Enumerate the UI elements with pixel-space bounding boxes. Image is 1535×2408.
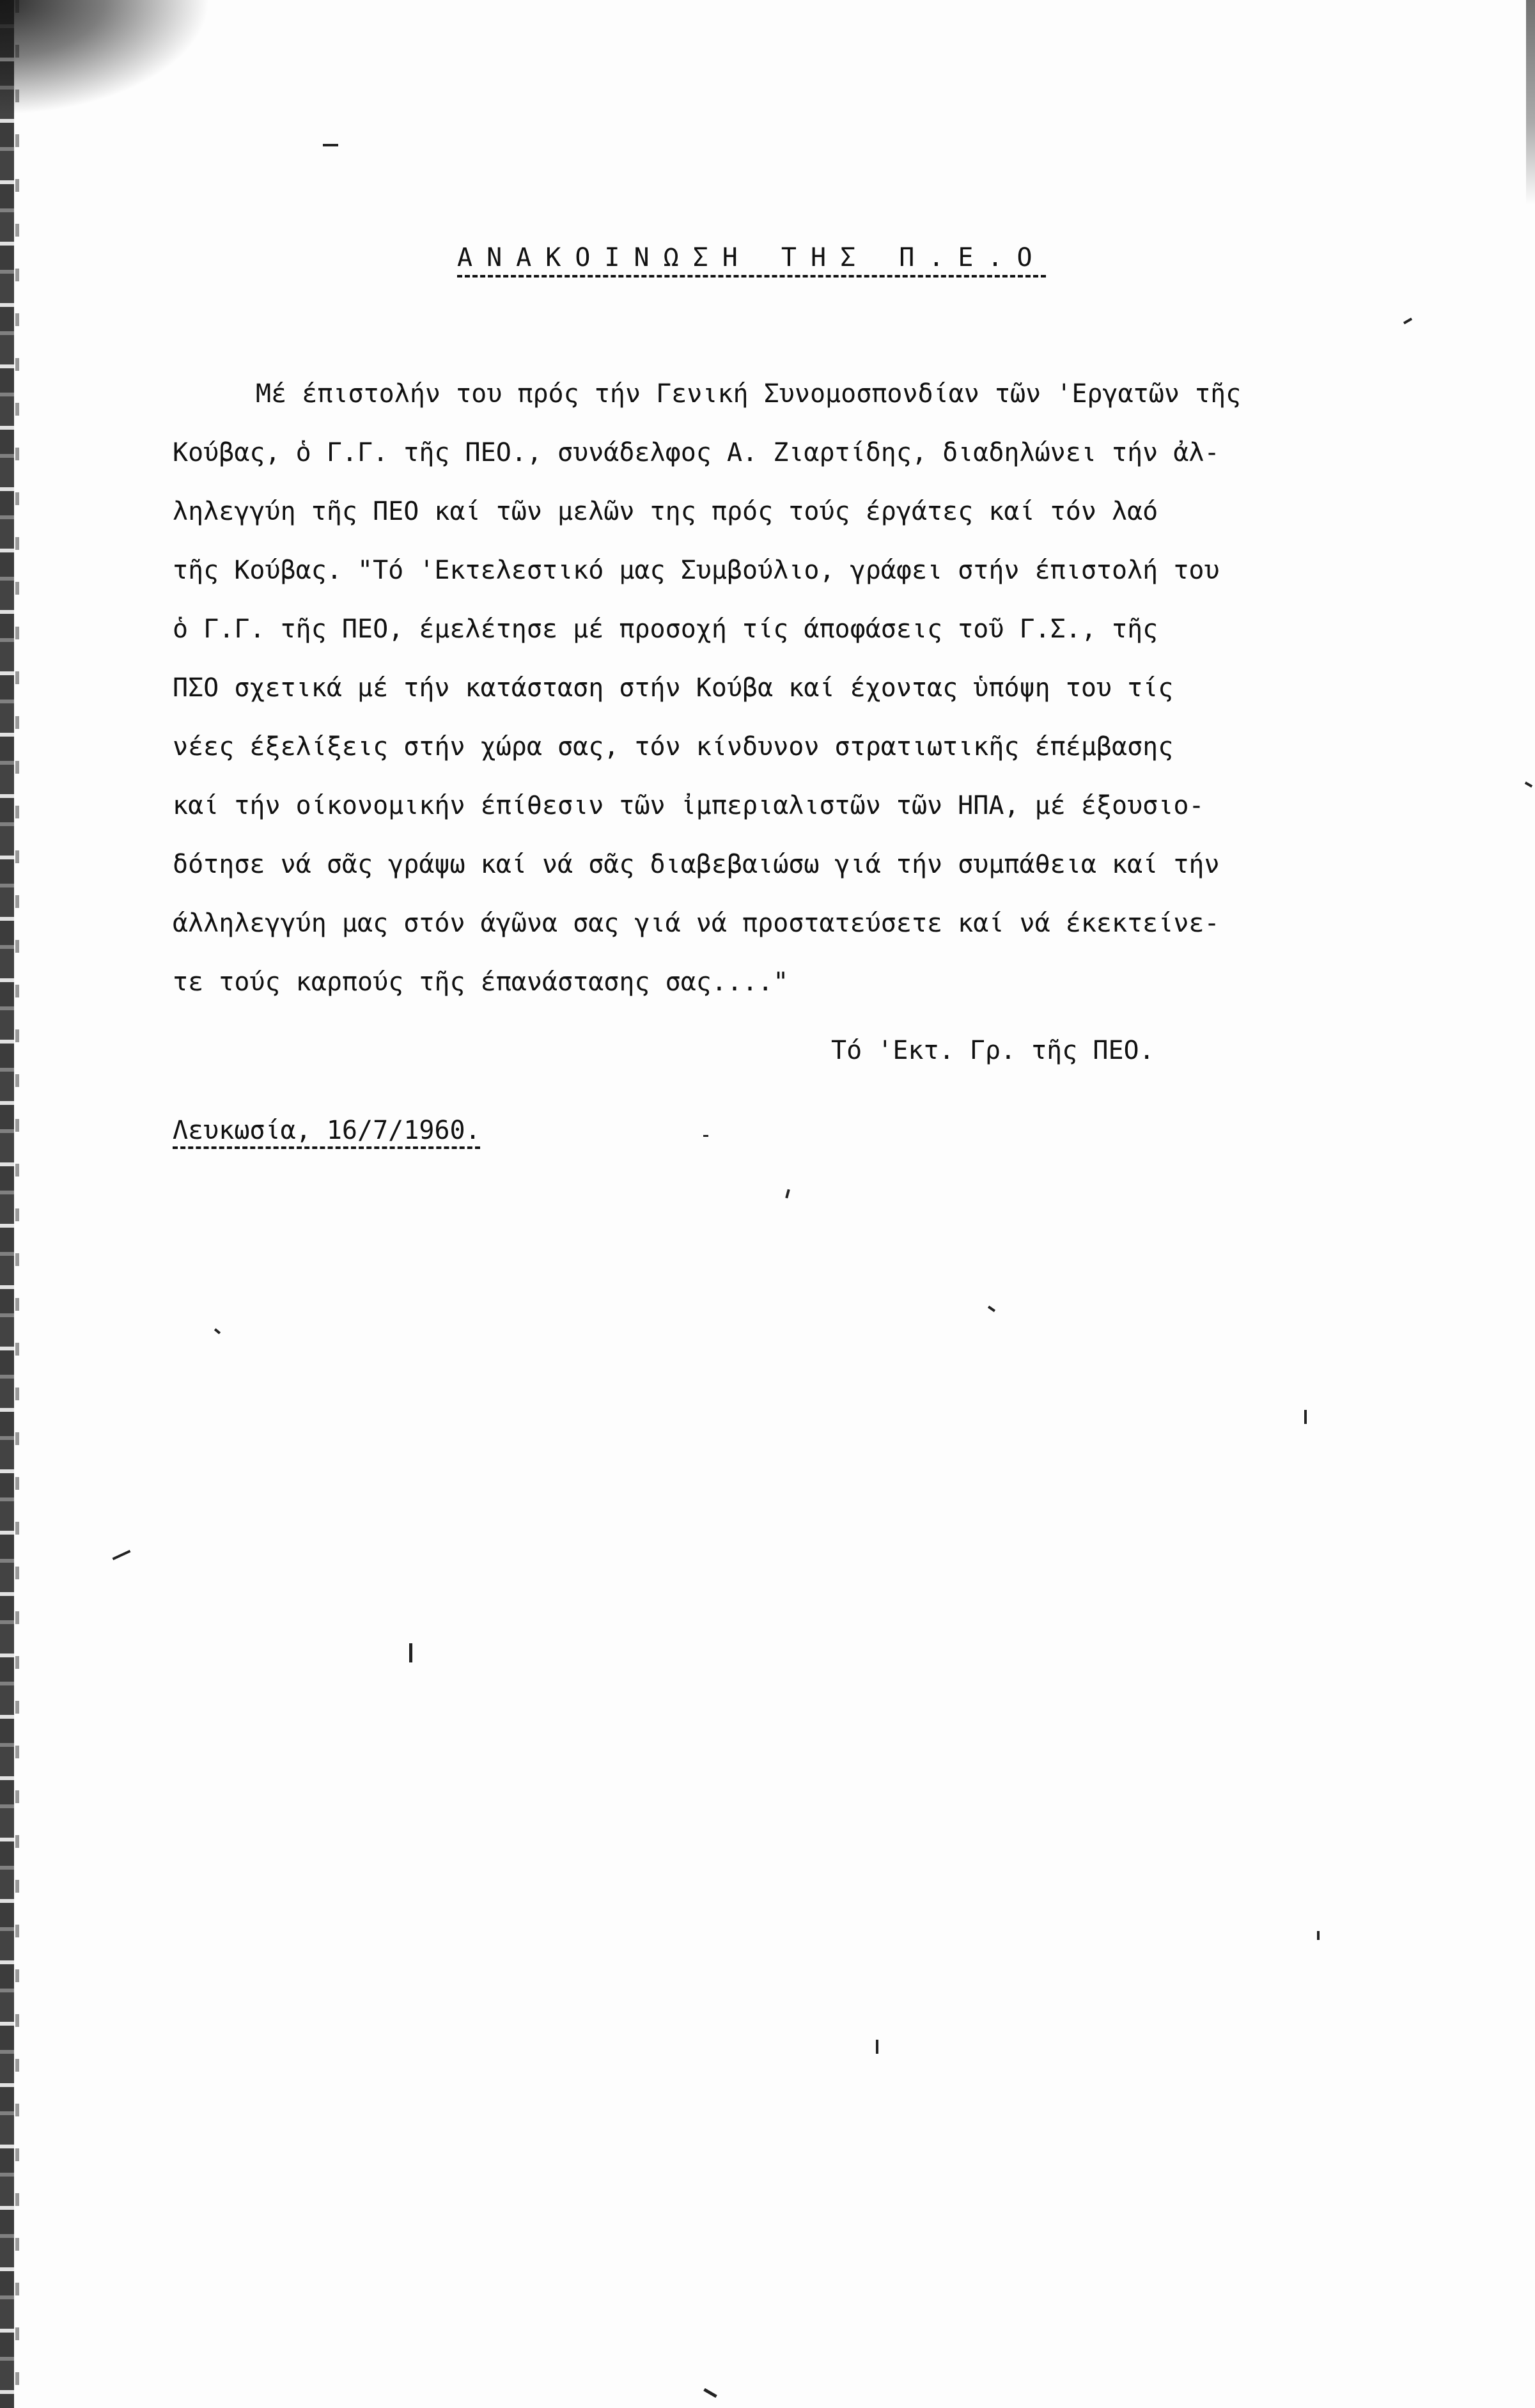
body-line: άλληλεγγύη μας στόν άγῶνα σας γιά νά προστατεύσετε καί νά έκεκτείνε-	[173, 909, 1220, 938]
body-line: Μέ έπιστολήν του πρός τήν Γενική Συνομοσπονδίαν τῶν 'Εργατῶν τῆς	[256, 379, 1242, 409]
scan-speck	[703, 1135, 708, 1137]
body-line: δότησε νά σᾶς γράψω καί νά σᾶς διαβεβαιώσω γιά τήν συμπάθεια καί τήν	[173, 850, 1220, 879]
right-edge-shadow	[1526, 0, 1535, 205]
scan-speck	[1403, 318, 1412, 324]
body-line: ΠΣΟ σχετικά μέ τήν κατάσταση στήν Κούβα καί έχοντας ὑπόψη του τίς	[173, 673, 1174, 703]
date-line: Λευκωσία, 16/7/1960.	[173, 1116, 481, 1145]
body-line: Κούβας, ὁ Γ.Γ. τῆς ΠΕΟ., συνάδελφος Α. Ζιαρτίδης, διαδηλώνει τήν ἀλ-	[173, 438, 1220, 467]
document-title: ΑΝΑΚΟΙΝΩΣΗ ΤΗΣ Π.Ε.Ο	[457, 243, 1047, 272]
body-line: τε τούς καρπούς τῆς έπανάστασης σας...."	[173, 967, 789, 997]
scan-speck	[703, 2388, 717, 2398]
scan-speck	[323, 144, 338, 146]
body-line: ληλεγγύη τῆς ΠΕΟ καί τῶν μελῶν της πρός τούς έργάτες καί τόν λαό	[173, 497, 1158, 526]
scan-speck	[409, 1643, 412, 1662]
scan-speck	[988, 1306, 995, 1312]
scan-speck	[214, 1328, 221, 1334]
signature: Τό 'Εκτ. Γρ. τῆς ΠΕΟ.	[831, 1036, 1155, 1065]
binding-edge-shadow	[15, 0, 19, 2408]
scan-speck	[1317, 1931, 1320, 1940]
corner-smudge	[0, 0, 211, 115]
scan-speck	[1304, 1410, 1307, 1424]
scan-speck	[785, 1189, 790, 1199]
body-line: καί τήν οίκονομικήν έπίθεσιν τῶν ἰμπεριαλιστῶν τῶν ΗΠΑ, μέ έξουσιο-	[173, 791, 1204, 820]
scan-speck	[113, 1550, 131, 1560]
body-line: νέες έξελίξεις στήν χώρα σας, τόν κίνδυνον στρατιωτικῆς έπέμβασης	[173, 732, 1174, 762]
body-line: ὁ Γ.Γ. τῆς ΠΕΟ, έμελέτησε μέ προσοχή τίς άποφάσεις τοῦ Γ.Σ., τῆς	[173, 614, 1158, 644]
scan-speck	[1525, 781, 1532, 787]
binding-edge	[0, 0, 14, 2408]
body-line: τῆς Κούβας. "Τό 'Εκτελεστικό μας Συμβούλιο, γράφει στήν έπιστολή του	[173, 556, 1220, 585]
scan-speck	[876, 2040, 878, 2054]
document-body	[173, 364, 1343, 1012]
